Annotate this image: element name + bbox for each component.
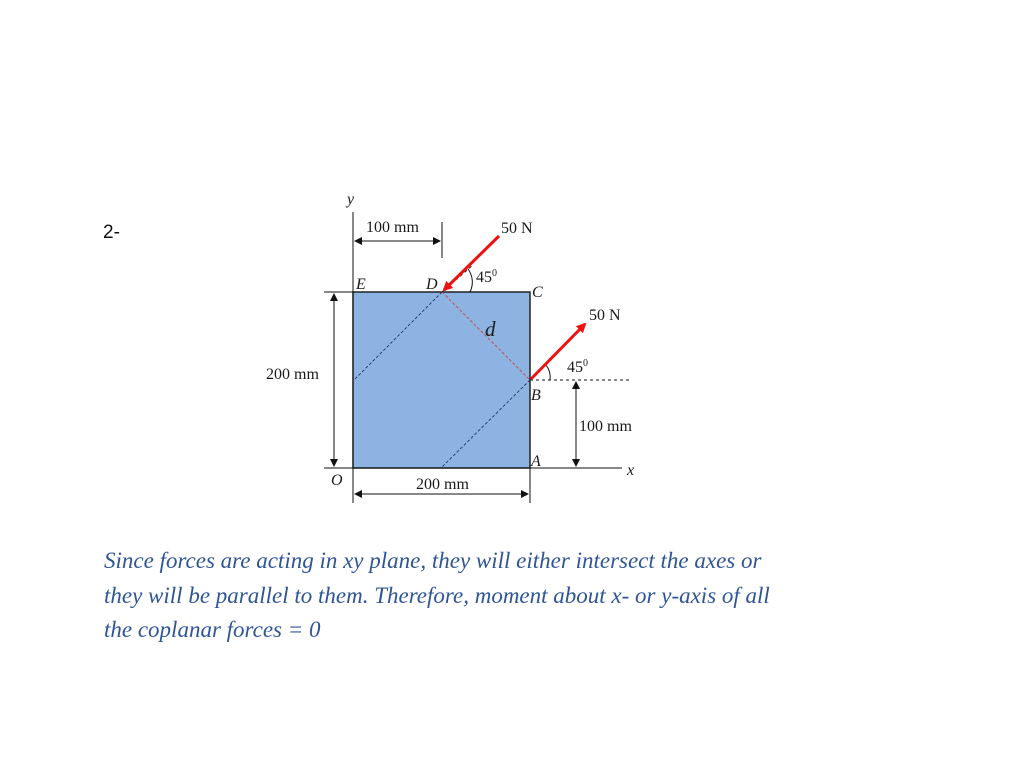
caption-line: the coplanar forces = 0 [104,617,321,642]
point-label-a: A [531,453,541,470]
angle-arc-b [546,365,550,380]
point-label-b: B [531,387,541,404]
point-label-e: E [356,276,366,293]
angle-arc-d [468,269,472,292]
dim-top-label: 100 mm [366,219,419,236]
force-label-d: 50 N [501,220,533,237]
caption-line: Since forces are acting in xy plane, they will either intersect the axes or [104,548,762,573]
square-plate [353,292,530,468]
caption-text [104,544,964,648]
x-axis-label: x [627,462,635,479]
dim-left-label: 200 mm [266,366,319,383]
point-label-o: O [331,472,343,489]
caption-line: they will be parallel to them. Therefore, moment about x- or y-axis of all [104,582,770,608]
angle-label-d: $45^0$ [476,268,497,286]
slide-number: 2- [103,222,120,243]
force-label-b: 50 N [589,307,621,324]
point-label-c: C [532,284,543,301]
angle-label-b: $45^0$ [567,358,588,376]
y-axis-label: y [347,191,355,208]
dim-bottom-label: 200 mm [416,476,469,493]
dim-right-label: 100 mm [579,418,632,435]
distance-label-d: d [485,317,496,341]
point-label-d: D [426,276,438,293]
